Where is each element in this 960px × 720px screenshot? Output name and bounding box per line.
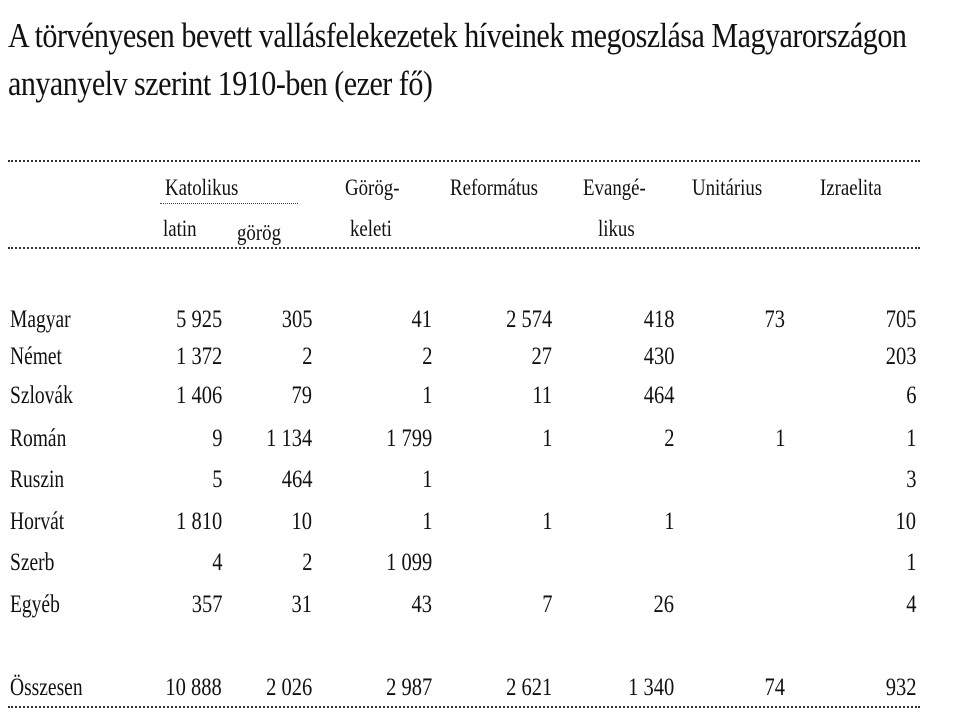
row-label: Horvát	[10, 508, 65, 535]
header-bottom-rule	[8, 247, 920, 249]
cell-reformatus: 1	[541, 425, 552, 452]
cell-gorog: 79	[291, 382, 312, 409]
total-gorog: 2 026	[265, 674, 312, 701]
cell-gorog-keleti: 1	[421, 508, 432, 535]
cell-latin: 1 810	[175, 508, 222, 535]
header-latin: latin	[163, 216, 197, 241]
cell-gorog-keleti: 1 799	[385, 425, 432, 452]
cell-reformatus: 27	[531, 343, 552, 370]
table-row	[0, 461, 960, 499]
cell-latin: 9	[211, 425, 222, 452]
cell-unitarius: 73	[764, 306, 785, 333]
row-label: Magyar	[10, 306, 71, 333]
cell-izraelita: 6	[905, 382, 916, 409]
total-reformatus: 2 621	[505, 674, 552, 701]
cell-gorog-keleti: 43	[411, 591, 432, 618]
total-izraelita: 932	[885, 674, 916, 701]
cell-reformatus: 2 574	[505, 306, 552, 333]
total-evangelikus: 1 340	[627, 674, 674, 701]
cell-evangelikus: 464	[643, 382, 674, 409]
cell-gorog: 10	[291, 508, 312, 535]
cell-gorog-keleti: 1	[421, 466, 432, 493]
header-katolikus: Katolikus	[165, 175, 239, 200]
cell-latin: 1 406	[175, 382, 222, 409]
cell-evangelikus: 1	[663, 508, 674, 535]
header-unitarius: Unitárius	[692, 175, 763, 200]
table-row	[0, 301, 960, 339]
table-top-rule	[8, 160, 920, 162]
cell-gorog-keleti: 41	[411, 306, 432, 333]
row-label: Szlovák	[10, 382, 73, 409]
title-line-1: A törvényesen bevett vallásfelekezetek híveinek megoszlása Magyarországon	[8, 16, 907, 55]
cell-gorog: 1 134	[265, 425, 312, 452]
cell-latin: 4	[211, 549, 222, 576]
total-row	[0, 669, 960, 707]
table-row	[0, 420, 960, 458]
cell-izraelita: 1	[905, 549, 916, 576]
cell-izraelita: 4	[905, 591, 916, 618]
table-row	[0, 544, 960, 582]
row-label: Szerb	[10, 549, 55, 576]
table-row	[0, 338, 960, 376]
cell-evangelikus: 418	[643, 306, 674, 333]
header-izraelita: Izraelita	[820, 175, 882, 200]
cell-latin: 1 372	[175, 343, 222, 370]
row-label: Egyéb	[10, 591, 60, 618]
cell-latin: 5 925	[175, 306, 222, 333]
header-evangelikus-2: likus	[598, 216, 635, 241]
cell-latin: 357	[191, 591, 222, 618]
header-gorog-keleti-2: keleti	[350, 216, 392, 241]
header-gorog: görög	[237, 220, 282, 245]
row-label: Román	[10, 425, 67, 452]
cell-izraelita: 705	[885, 306, 916, 333]
cell-izraelita: 3	[905, 466, 916, 493]
total-label: Összesen	[10, 674, 83, 701]
cell-reformatus: 11	[532, 382, 552, 409]
cell-evangelikus: 26	[653, 591, 674, 618]
cell-izraelita: 203	[885, 343, 916, 370]
title-line-2: anyanyelv szerint 1910-ben (ezer fő)	[8, 64, 433, 103]
table-bottom-rule	[8, 706, 920, 708]
row-label: Ruszin	[10, 466, 65, 493]
row-label: Német	[10, 343, 62, 370]
table-row	[0, 503, 960, 541]
header-gorog-keleti-1: Görög-	[345, 175, 400, 200]
cell-gorog: 305	[281, 306, 312, 333]
cell-reformatus: 1	[541, 508, 552, 535]
table-row	[0, 586, 960, 624]
total-gorog-keleti: 2 987	[385, 674, 432, 701]
total-unitarius: 74	[764, 674, 785, 701]
table-row	[0, 377, 960, 415]
page-title	[8, 12, 907, 108]
cell-izraelita: 10	[895, 508, 916, 535]
total-latin: 10 888	[165, 674, 222, 701]
katolikus-underline	[160, 203, 298, 204]
cell-gorog: 2	[301, 549, 312, 576]
header-reformatus: Református	[450, 175, 538, 200]
cell-izraelita: 1	[905, 425, 916, 452]
cell-evangelikus: 430	[643, 343, 674, 370]
cell-gorog-keleti: 1	[421, 382, 432, 409]
cell-gorog: 31	[291, 591, 312, 618]
cell-gorog-keleti: 2	[421, 343, 432, 370]
cell-gorog: 464	[281, 466, 312, 493]
cell-gorog-keleti: 1 099	[385, 549, 432, 576]
cell-latin: 5	[211, 466, 222, 493]
cell-unitarius: 1	[774, 425, 785, 452]
cell-evangelikus: 2	[663, 425, 674, 452]
cell-reformatus: 7	[541, 591, 552, 618]
header-evangelikus-1: Evangé-	[583, 175, 646, 200]
cell-gorog: 2	[301, 343, 312, 370]
